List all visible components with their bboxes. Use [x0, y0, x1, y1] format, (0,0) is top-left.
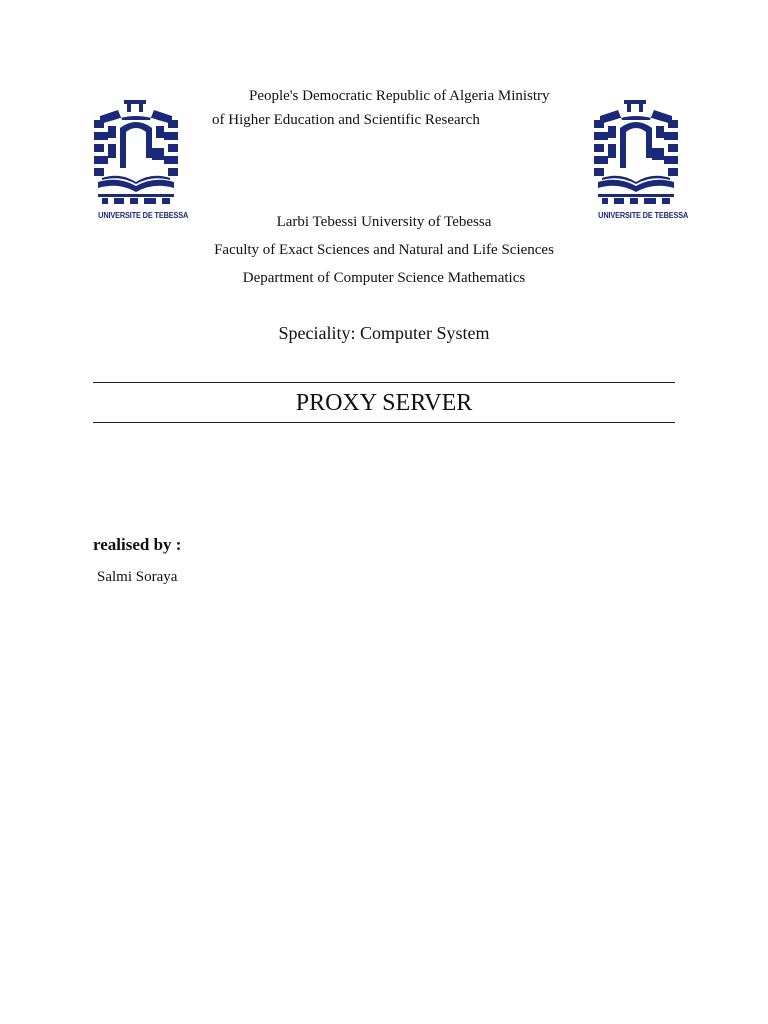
title-rule-top [93, 382, 675, 383]
logo-caption: UNIVERSITE DE TEBESSA [98, 210, 189, 220]
department-name: Department of Computer Science Mathematics [242, 270, 526, 286]
title-rule-bottom [93, 422, 675, 423]
speciality-line: Speciality: Computer System [278, 323, 490, 343]
ministry-line-2: of Higher Education and Scientific Research [212, 112, 480, 128]
faculty-name: Faculty of Exact Sciences and Natural and Life Sciences [214, 242, 554, 258]
document-title: PROXY SERVER [295, 390, 473, 416]
realised-by-label: realised by : [93, 535, 182, 554]
university-name: Larbi Tebessi University of Tebessa [276, 214, 492, 230]
university-logo-right [592, 98, 689, 224]
university-emblem-icon [592, 98, 680, 210]
ministry-line-1: People's Democratic Republic of Algeria Ministry [249, 88, 550, 104]
logo-caption: UNIVERSITE DE TEBESSA [598, 210, 689, 220]
university-logo-left [92, 98, 189, 224]
author-name: Salmi Soraya [97, 569, 178, 585]
university-emblem-icon [92, 98, 180, 210]
